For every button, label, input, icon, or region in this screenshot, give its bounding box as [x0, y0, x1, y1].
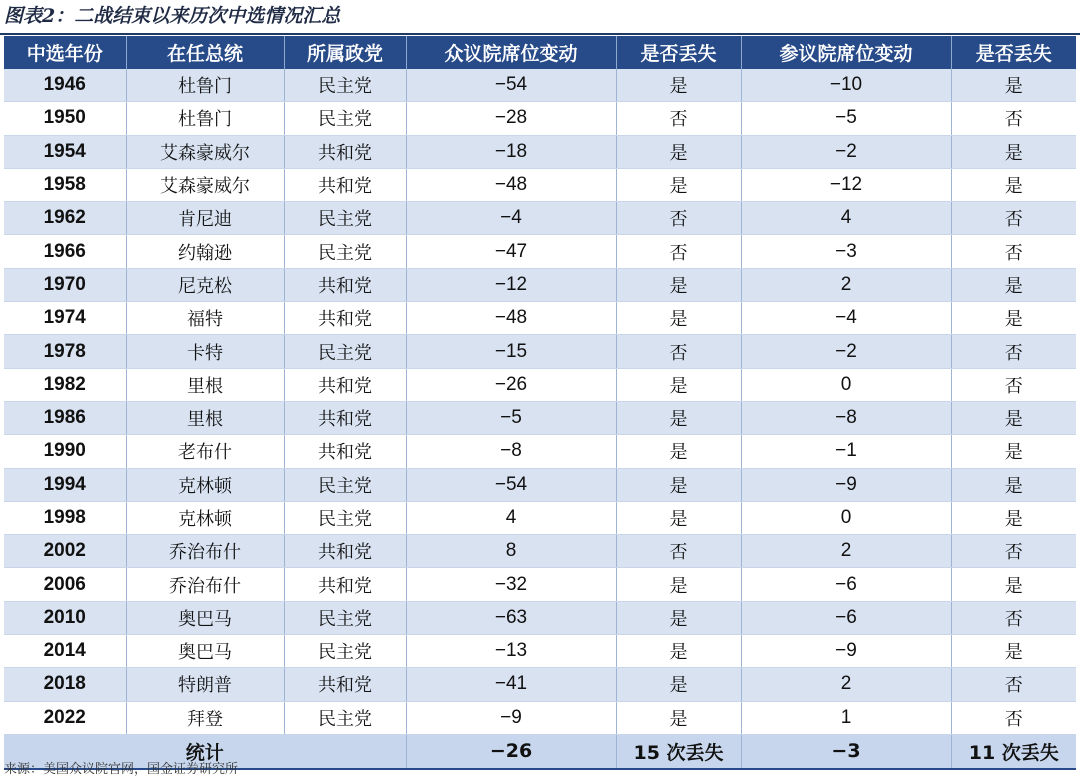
- table-body: [4, 69, 1076, 734]
- table-row: [4, 368, 1076, 401]
- column-header-house-change: 众议院席位变动: [406, 36, 616, 69]
- year-cell: 1966: [4, 235, 126, 268]
- senate-change-cell: −2: [741, 135, 951, 168]
- column-header-president: 在任总统: [126, 36, 284, 69]
- table-row: [4, 202, 1076, 235]
- house-change-cell: −18: [406, 135, 616, 168]
- house-lost-cell: 否: [616, 535, 741, 568]
- senate-lost-cell: 是: [951, 501, 1076, 534]
- house-change-cell: −48: [406, 168, 616, 201]
- party-cell: 民主党: [284, 235, 406, 268]
- senate-lost-cell: 是: [951, 468, 1076, 501]
- party-cell: 民主党: [284, 335, 406, 368]
- party-cell: 民主党: [284, 69, 406, 102]
- senate-change-cell: 1: [741, 701, 951, 734]
- title-divider: [0, 33, 1080, 35]
- senate-lost-cell: 是: [951, 69, 1076, 102]
- column-header-party: 所属政党: [284, 36, 406, 69]
- total-house-lost: 15 次丢失: [616, 734, 741, 769]
- table-row: [4, 668, 1076, 701]
- senate-change-cell: 2: [741, 535, 951, 568]
- house-change-cell: −47: [406, 235, 616, 268]
- house-lost-cell: 是: [616, 601, 741, 634]
- party-cell: 共和党: [284, 535, 406, 568]
- table-row: [4, 601, 1076, 634]
- year-cell: 2006: [4, 568, 126, 601]
- senate-change-cell: 0: [741, 368, 951, 401]
- house-lost-cell: 是: [616, 468, 741, 501]
- president-cell: 奥巴马: [126, 601, 284, 634]
- house-change-cell: −63: [406, 601, 616, 634]
- senate-change-cell: −9: [741, 468, 951, 501]
- senate-change-cell: −3: [741, 235, 951, 268]
- total-label: 统计: [4, 734, 406, 769]
- party-cell: 共和党: [284, 168, 406, 201]
- senate-change-cell: −6: [741, 568, 951, 601]
- house-change-cell: −28: [406, 102, 616, 135]
- house-change-cell: −26: [406, 368, 616, 401]
- table-row: [4, 401, 1076, 434]
- president-cell: 福特: [126, 302, 284, 335]
- year-cell: 1974: [4, 302, 126, 335]
- senate-change-cell: 2: [741, 668, 951, 701]
- house-lost-cell: 是: [616, 69, 741, 102]
- president-cell: 肯尼迪: [126, 202, 284, 235]
- president-cell: 杜鲁门: [126, 102, 284, 135]
- senate-change-cell: 0: [741, 501, 951, 534]
- senate-lost-cell: 是: [951, 302, 1076, 335]
- house-lost-cell: 是: [616, 168, 741, 201]
- party-cell: 共和党: [284, 368, 406, 401]
- house-change-cell: 8: [406, 535, 616, 568]
- year-cell: 2002: [4, 535, 126, 568]
- house-lost-cell: 是: [616, 501, 741, 534]
- president-cell: 老布什: [126, 435, 284, 468]
- senate-lost-cell: 是: [951, 135, 1076, 168]
- president-cell: 奥巴马: [126, 635, 284, 668]
- table-row: [4, 701, 1076, 734]
- total-senate-lost: 11 次丢失: [951, 734, 1076, 769]
- house-change-cell: −5: [406, 401, 616, 434]
- senate-change-cell: −1: [741, 435, 951, 468]
- column-header-house-lost: 是否丢失: [616, 36, 741, 69]
- year-cell: 1998: [4, 501, 126, 534]
- senate-change-cell: −9: [741, 635, 951, 668]
- house-change-cell: −9: [406, 701, 616, 734]
- house-lost-cell: 是: [616, 401, 741, 434]
- house-change-cell: −54: [406, 69, 616, 102]
- table-title: 图表2：二战结束以来历次中选情况汇总: [4, 5, 341, 27]
- midterm-elections-table: [4, 36, 1076, 770]
- senate-lost-cell: 是: [951, 635, 1076, 668]
- column-header-senate-change: 参议院席位变动: [741, 36, 951, 69]
- senate-change-cell: 4: [741, 202, 951, 235]
- header-row: [4, 36, 1076, 69]
- president-cell: 尼克松: [126, 268, 284, 301]
- president-cell: 拜登: [126, 701, 284, 734]
- house-lost-cell: 是: [616, 668, 741, 701]
- senate-lost-cell: 是: [951, 401, 1076, 434]
- president-cell: 艾森豪威尔: [126, 135, 284, 168]
- senate-change-cell: −8: [741, 401, 951, 434]
- party-cell: 民主党: [284, 202, 406, 235]
- party-cell: 民主党: [284, 601, 406, 634]
- party-cell: 民主党: [284, 501, 406, 534]
- house-change-cell: −41: [406, 668, 616, 701]
- year-cell: 2018: [4, 668, 126, 701]
- house-lost-cell: 是: [616, 368, 741, 401]
- party-cell: 共和党: [284, 568, 406, 601]
- column-header-senate-lost: 是否丢失: [951, 36, 1076, 69]
- senate-lost-cell: 否: [951, 535, 1076, 568]
- president-cell: 里根: [126, 368, 284, 401]
- house-lost-cell: 是: [616, 701, 741, 734]
- party-cell: 共和党: [284, 435, 406, 468]
- party-cell: 民主党: [284, 701, 406, 734]
- president-cell: 约翰逊: [126, 235, 284, 268]
- table-row: [4, 335, 1076, 368]
- party-cell: 共和党: [284, 135, 406, 168]
- president-cell: 艾森豪威尔: [126, 168, 284, 201]
- house-lost-cell: 是: [616, 568, 741, 601]
- president-cell: 特朗普: [126, 668, 284, 701]
- table-row: [4, 635, 1076, 668]
- house-change-cell: −13: [406, 635, 616, 668]
- table-row: [4, 235, 1076, 268]
- table-row: [4, 535, 1076, 568]
- house-lost-cell: 是: [616, 435, 741, 468]
- source-note: 来源：美国众议院官网，国金证券研究所: [4, 762, 239, 777]
- total-house-change: −26: [406, 734, 616, 769]
- house-lost-cell: 否: [616, 235, 741, 268]
- senate-lost-cell: 否: [951, 601, 1076, 634]
- party-cell: 民主党: [284, 102, 406, 135]
- senate-change-cell: −4: [741, 302, 951, 335]
- year-cell: 1970: [4, 268, 126, 301]
- house-change-cell: −12: [406, 268, 616, 301]
- president-cell: 里根: [126, 401, 284, 434]
- senate-lost-cell: 否: [951, 102, 1076, 135]
- year-cell: 1962: [4, 202, 126, 235]
- president-cell: 杜鲁门: [126, 69, 284, 102]
- table-row: [4, 69, 1076, 102]
- table-row: [4, 168, 1076, 201]
- table-row: [4, 435, 1076, 468]
- year-cell: 1950: [4, 102, 126, 135]
- total-senate-change: −3: [741, 734, 951, 769]
- senate-lost-cell: 是: [951, 168, 1076, 201]
- senate-lost-cell: 否: [951, 368, 1076, 401]
- party-cell: 共和党: [284, 302, 406, 335]
- senate-change-cell: 2: [741, 268, 951, 301]
- house-change-cell: −8: [406, 435, 616, 468]
- senate-change-cell: −12: [741, 168, 951, 201]
- president-cell: 乔治布什: [126, 535, 284, 568]
- house-change-cell: −48: [406, 302, 616, 335]
- house-change-cell: −54: [406, 468, 616, 501]
- senate-change-cell: −2: [741, 335, 951, 368]
- senate-change-cell: −6: [741, 601, 951, 634]
- year-cell: 1982: [4, 368, 126, 401]
- year-cell: 1986: [4, 401, 126, 434]
- year-cell: 1954: [4, 135, 126, 168]
- table-row: [4, 102, 1076, 135]
- table-row: [4, 568, 1076, 601]
- year-cell: 2022: [4, 701, 126, 734]
- column-header-year: 中选年份: [4, 36, 126, 69]
- table-row: [4, 302, 1076, 335]
- party-cell: 共和党: [284, 668, 406, 701]
- house-lost-cell: 是: [616, 135, 741, 168]
- senate-lost-cell: 否: [951, 668, 1076, 701]
- senate-change-cell: −5: [741, 102, 951, 135]
- senate-lost-cell: 否: [951, 335, 1076, 368]
- house-lost-cell: 是: [616, 268, 741, 301]
- senate-lost-cell: 否: [951, 202, 1076, 235]
- house-lost-cell: 否: [616, 202, 741, 235]
- party-cell: 民主党: [284, 468, 406, 501]
- party-cell: 共和党: [284, 268, 406, 301]
- house-change-cell: −15: [406, 335, 616, 368]
- house-lost-cell: 否: [616, 335, 741, 368]
- president-cell: 乔治布什: [126, 568, 284, 601]
- president-cell: 克林顿: [126, 468, 284, 501]
- table-row: [4, 268, 1076, 301]
- president-cell: 卡特: [126, 335, 284, 368]
- year-cell: 1994: [4, 468, 126, 501]
- year-cell: 1978: [4, 335, 126, 368]
- senate-change-cell: −10: [741, 69, 951, 102]
- senate-lost-cell: 否: [951, 235, 1076, 268]
- year-cell: 1946: [4, 69, 126, 102]
- house-lost-cell: 是: [616, 302, 741, 335]
- house-lost-cell: 否: [616, 102, 741, 135]
- senate-lost-cell: 否: [951, 701, 1076, 734]
- year-cell: 2010: [4, 601, 126, 634]
- house-lost-cell: 是: [616, 635, 741, 668]
- senate-lost-cell: 是: [951, 435, 1076, 468]
- table-row: [4, 501, 1076, 534]
- senate-lost-cell: 是: [951, 568, 1076, 601]
- year-cell: 2014: [4, 635, 126, 668]
- house-change-cell: −32: [406, 568, 616, 601]
- house-change-cell: −4: [406, 202, 616, 235]
- party-cell: 共和党: [284, 401, 406, 434]
- president-cell: 克林顿: [126, 501, 284, 534]
- party-cell: 民主党: [284, 635, 406, 668]
- table-row: [4, 468, 1076, 501]
- table-row: [4, 135, 1076, 168]
- house-change-cell: 4: [406, 501, 616, 534]
- year-cell: 1990: [4, 435, 126, 468]
- year-cell: 1958: [4, 168, 126, 201]
- senate-lost-cell: 是: [951, 268, 1076, 301]
